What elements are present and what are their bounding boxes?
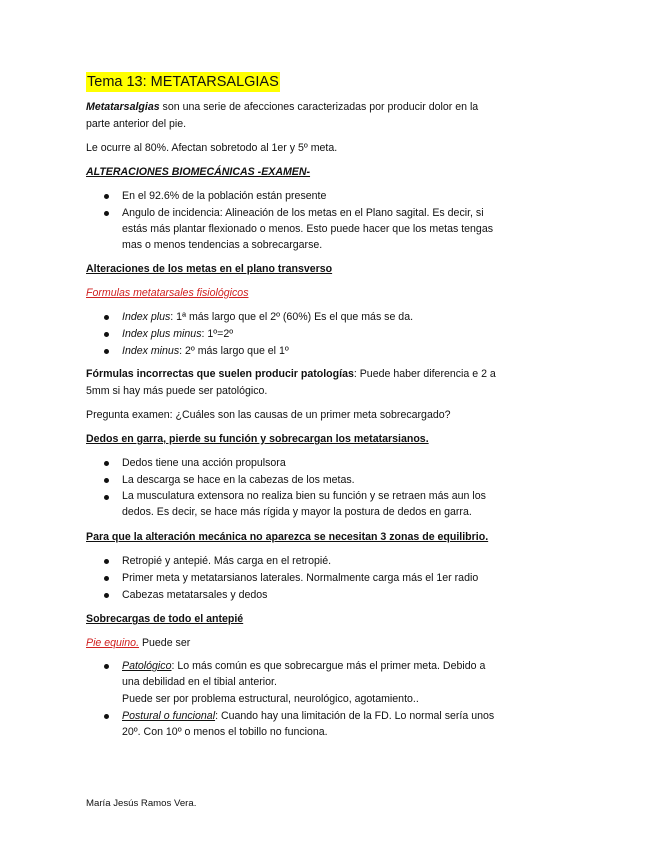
bullet-icon xyxy=(104,478,109,483)
incidence-paragraph: Le ocurre al 80%. Afectan sobretodo al 1er y 5º meta. xyxy=(86,142,338,154)
bullet-icon xyxy=(104,211,109,216)
formula-bullet-3 xyxy=(122,343,289,360)
intro-line-2: parte anterior del pie. xyxy=(86,118,187,130)
overload-bullet-1-line-1 xyxy=(122,658,485,675)
claw-bullet-3-line-2: dedos. Es decir, se hace más rígida y mayor la postura de dedos en garra. xyxy=(122,506,472,518)
bullet-icon xyxy=(104,714,109,719)
bullet-icon xyxy=(104,593,109,598)
bullet-icon xyxy=(104,461,109,466)
overload-bullet-2-line-1 xyxy=(122,708,494,725)
formula-term: Index plus minus xyxy=(122,328,202,340)
bullet-icon xyxy=(104,495,109,500)
bio-bullet-2-line-3: mas o menos tendencias a sobrecargarse. xyxy=(122,239,323,251)
pie-equino-line xyxy=(86,635,190,652)
incorrect-formulas-term: Fórmulas incorrectas que suelen producir patologías xyxy=(86,368,354,380)
formula-term: Index plus xyxy=(122,311,171,323)
bio-bullet-2-line-2: estás más plantar flexionado o menos. Esto puede hacer que los metas tengas xyxy=(122,223,494,235)
claw-bullet-2: La descarga se hace en la cabezas de los metas. xyxy=(122,474,355,486)
claw-bullet-1: Dedos tiene una acción propulsora xyxy=(122,457,286,469)
pie-equino-rest: Puede ser xyxy=(139,637,191,649)
section-heading-claw-toes: Dedos en garra, pierde su función y sobrecargan los metatarsianos. xyxy=(86,433,429,445)
bullet-icon xyxy=(104,349,109,354)
document-title: Tema 13: METATARSALGIAS xyxy=(87,74,279,90)
footer-author: María Jesús Ramos Vera. xyxy=(86,798,197,809)
overload-bullet-1-term: Patológico xyxy=(122,660,172,672)
formula-text: : 2º más largo que el 1º xyxy=(179,345,289,357)
overload-bullet-1-rest: : Lo más común es que sobrecargue más el primer meta. Debido a xyxy=(171,660,486,672)
bio-bullet-2-line-1: Angulo de incidencia: Alineación de los metas en el Plano sagital. Es decir, si xyxy=(122,207,484,219)
pie-equino-term: Pie equino. xyxy=(86,637,140,649)
section-heading-biomechanical: ALTERACIONES BIOMECÁNICAS -EXAMEN- xyxy=(86,166,311,178)
bullet-icon xyxy=(104,194,109,199)
intro-term: Metatarsalgias xyxy=(86,101,160,113)
overload-bullet-2-line-2: 20º. Con 10º o menos el tobillo no funciona. xyxy=(122,726,328,738)
overload-bullet-1-line-3: Puede ser por problema estructural, neurológico, agotamiento.. xyxy=(122,693,419,705)
bio-bullet-1: En el 92.6% de la población están presente xyxy=(122,190,327,202)
exam-question: Pregunta examen: ¿Cuáles son las causas de un primer meta sobrecargado? xyxy=(86,409,451,421)
bullet-icon xyxy=(104,576,109,581)
formula-text: : 1º=2º xyxy=(201,328,234,340)
overload-bullet-2-rest: : Cuando hay una limitación de la FD. Lo normal sería unos xyxy=(215,710,495,722)
section-heading-transverse: Alteraciones de los metas en el plano transverso xyxy=(86,263,333,275)
bullet-icon xyxy=(104,332,109,337)
formula-text: : 1ª más largo que el 2º (60%) Es el que más se da. xyxy=(170,311,414,323)
overload-bullet-2-term: Postural o funcional xyxy=(122,710,216,722)
bullet-icon xyxy=(104,664,109,669)
formula-term: Index minus xyxy=(122,345,180,357)
balance-bullet-3: Cabezas metatarsales y dedos xyxy=(122,589,268,601)
subheading-formulas: Formulas metatarsales fisiológicos xyxy=(86,287,249,299)
section-heading-forefoot-overload: Sobrecargas de todo el antepié xyxy=(86,613,244,625)
balance-bullet-2: Primer meta y metatarsianos laterales. Normalmente carga más el 1er radio xyxy=(122,572,479,584)
formula-bullet-1 xyxy=(122,309,413,326)
bullet-icon xyxy=(104,315,109,320)
incorrect-formulas-line-1 xyxy=(86,366,496,383)
overload-bullet-1-line-2: una debilidad en el tibial anterior. xyxy=(122,676,277,688)
intro-line-1 xyxy=(86,99,478,116)
balance-bullet-1: Retropié y antepié. Más carga en el retropié. xyxy=(122,555,332,567)
bullet-icon xyxy=(104,559,109,564)
intro-line-1-rest: son una serie de afecciones caracterizadas por producir dolor en la xyxy=(159,101,479,113)
section-heading-balance-zones: Para que la alteración mecánica no aparezca se necesitan 3 zonas de equilibrio. xyxy=(86,531,489,543)
incorrect-formulas-rest: : Puede haber diferencia e 2 a xyxy=(353,368,496,380)
formula-bullet-2 xyxy=(122,326,233,343)
incorrect-formulas-line-2: 5mm si hay más puede ser patológico. xyxy=(86,385,268,397)
claw-bullet-3-line-1: La musculatura extensora no realiza bien su función y se retraen más aun los xyxy=(122,490,486,502)
